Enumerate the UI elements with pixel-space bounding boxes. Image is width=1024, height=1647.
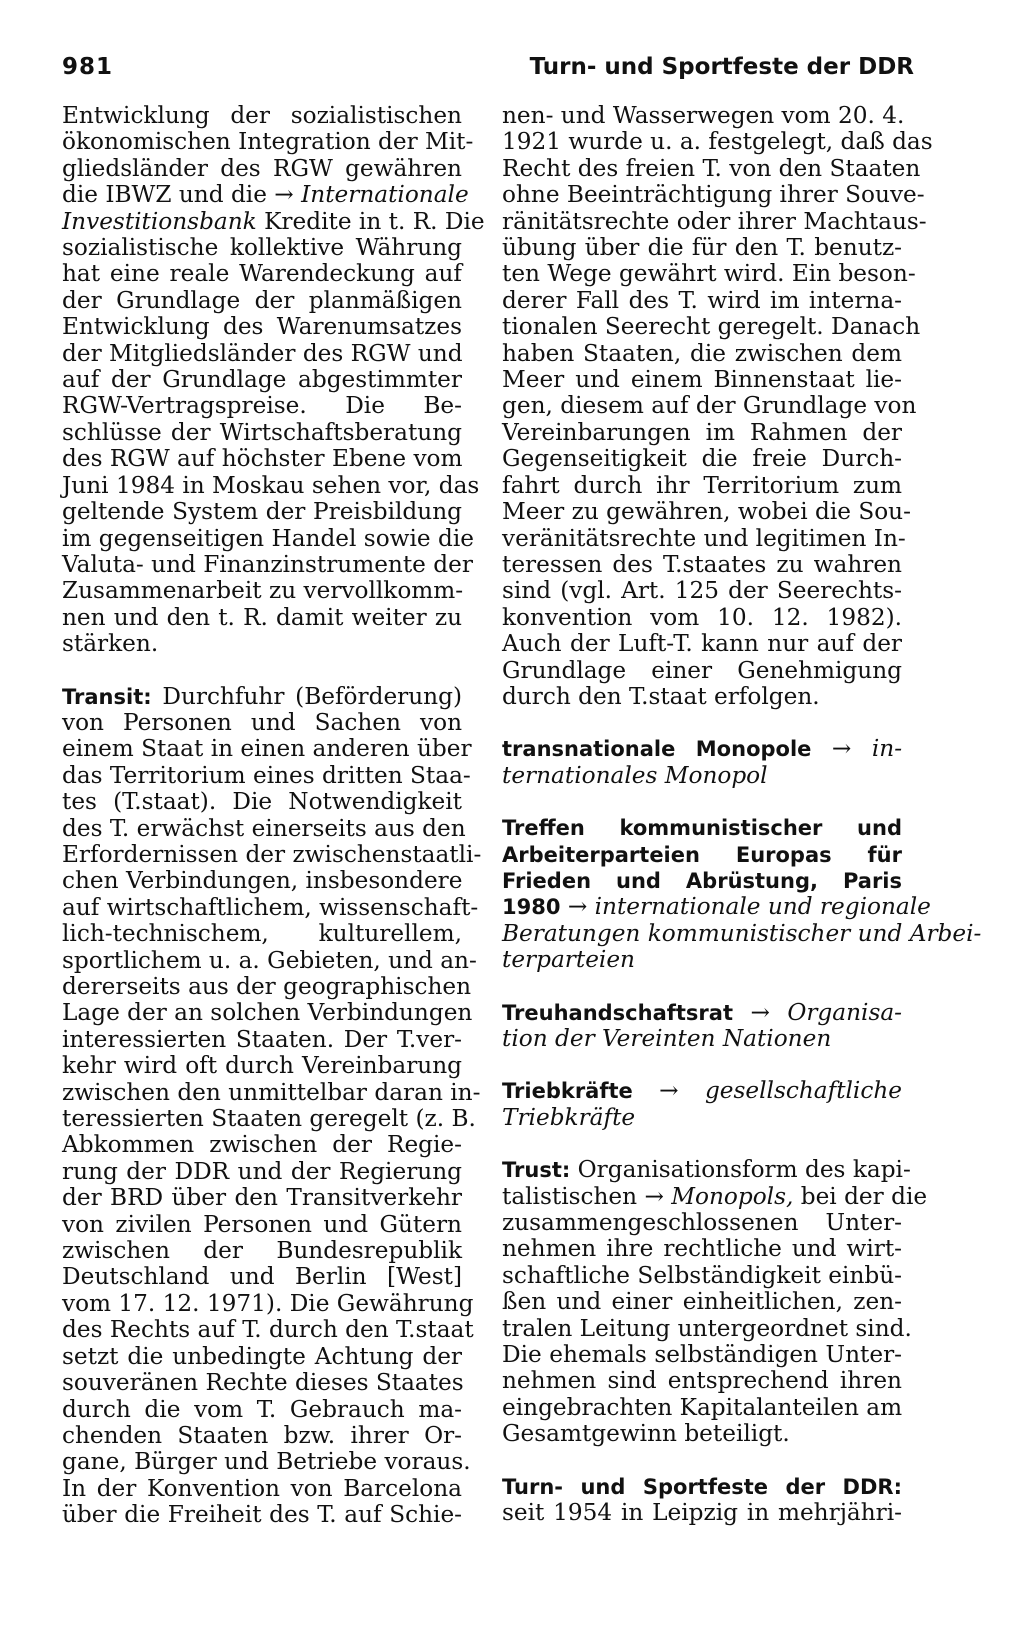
text-line: nehmen ihre rechtliche und wirt- (502, 1235, 902, 1263)
entry-term: Arbeiterparteien Europas für (502, 842, 902, 867)
text-line: chenden Staaten bzw. ihrer Or- (62, 1421, 462, 1449)
entry-treuhandschaftsrat (502, 1000, 902, 1053)
text-line: konvention vom 10. 12. 1982). (502, 603, 902, 631)
text-line: gen, diesem auf der Grundlage von (502, 392, 917, 420)
text-line: hat eine reale Warendeckung auf (62, 260, 462, 288)
text-line: teressierten Staaten geregelt (z. B. (62, 1105, 476, 1133)
text-line: im gegenseitigen Handel sowie die (62, 524, 475, 552)
text-line (502, 1474, 902, 1500)
cross-reference[interactable]: internationale und regionale (594, 893, 931, 921)
cross-reference[interactable]: Organisa- (787, 998, 902, 1026)
text-line: Die ehemals selbständigen Unter- (502, 1341, 902, 1369)
cross-reference[interactable]: Investitionsbank (62, 207, 257, 235)
text-line: In der Konvention von Barcelona (62, 1474, 462, 1502)
cross-reference[interactable]: gesellschaftliche (704, 1077, 902, 1105)
text-line: tionalen Seerecht geregelt. Danach (502, 313, 921, 341)
text-line: Transit: Durchfuhr (Beförderung) (62, 682, 463, 710)
text-line: Gegenseitigkeit die freie Durch- (502, 445, 902, 473)
text-line: des T. erwächst einerseits aus den (62, 814, 466, 842)
text-line: Valuta- und Finanzinstrumente der (62, 550, 473, 578)
text-line: einem Staat in einen anderen über (62, 735, 472, 763)
text-line: dererseits aus der geographischen (62, 973, 472, 1000)
text-line: Juni 1984 in Moskau sehen vor, das (62, 471, 480, 499)
text-line (502, 947, 902, 973)
transit-continued (502, 102, 933, 710)
entry-turn-und-sportfeste (502, 1474, 902, 1527)
text-line (502, 893, 931, 921)
text-line: rung der DDR und der Regierung (62, 1157, 462, 1185)
entry-treffen (502, 815, 982, 974)
text-line: sportlichem u. a. Gebieten, und an- (62, 946, 477, 974)
text-line: tralen Leitung untergeordnet sind. (502, 1314, 912, 1342)
intro-paragraph (62, 102, 485, 658)
text-line: zwischen den unmittelbar daran in- (62, 1078, 481, 1106)
cross-reference[interactable]: Monopols, (671, 1182, 794, 1210)
text-line: Recht des freien T. von den Staaten (502, 154, 921, 182)
text-line: tes (T.staat). Die Notwendigkeit (62, 788, 462, 816)
text-line: ten Wege gewährt wird. Ein beson- (502, 260, 916, 288)
text-line: von Personen und Sachen von (62, 708, 462, 736)
cross-reference[interactable]: tion der Vereinten Nationen (502, 1025, 832, 1052)
text-line: durch die vom T. Gebrauch ma- (62, 1395, 462, 1423)
text-line: zwischen der Bundesrepublik (62, 1237, 462, 1265)
text-line: Vereinbarungen im Rahmen der (502, 418, 902, 446)
entry-trust (502, 1156, 928, 1448)
text-line: Deutschland und Berlin [West] (62, 1263, 462, 1291)
text-line: veränitätsrechte und legitimen In- (502, 524, 906, 552)
text-line (502, 736, 902, 762)
text-line: auf der Grundlage abgestimmter (62, 366, 462, 394)
text-line: lich-technischem, kulturellem, (62, 920, 462, 948)
text-line: 1921 wurde u. a. festgelegt, daß das (502, 128, 933, 156)
arrow-icon: → (567, 893, 588, 921)
text-line: interessierten Staaten. Der T.ver- (62, 1025, 462, 1053)
text-line: derer Fall des T. wird im interna- (502, 286, 902, 314)
right-column (502, 102, 982, 1527)
text-line: der Mitgliedsländer des RGW und (62, 339, 463, 367)
text-line: fahrt durch ihr Territorium zum (502, 471, 902, 499)
text-line (502, 1000, 902, 1026)
text-line: ßen und einer einheitlichen, zen- (502, 1288, 902, 1316)
text-line: gliedsländer des RGW gewähren (62, 154, 462, 182)
page-number: 981 (62, 54, 114, 80)
text-line: nen- und Wasserwegen vom 20. 4. (502, 102, 905, 129)
text-line: kehr wird oft durch Vereinbarung (62, 1052, 462, 1080)
text-line (502, 1026, 902, 1052)
cross-reference[interactable]: Beratungen kommunistischer und Arbei- (502, 919, 982, 947)
text-line (502, 842, 902, 868)
text-line: stärken. (62, 630, 159, 658)
text-line: RGW-Vertragspreise. Die Be- (62, 392, 462, 420)
text-line: Entwicklung des Warenumsatzes (62, 313, 462, 341)
text-line: ökonomischen Integration der Mit- (62, 128, 474, 156)
entry-transnationale-monopole (502, 736, 902, 789)
text-line: Grundlage einer Genehmigung (502, 656, 902, 684)
cross-reference[interactable]: terparteien (502, 946, 635, 974)
cross-reference[interactable]: Internationale (301, 181, 469, 209)
entry-term: Turn- und Sportfeste der DDR: (502, 1474, 902, 1499)
text-line: ränitätsrechte oder ihrer Machtaus- (502, 207, 927, 235)
text-line: seit 1954 in Leipzig in mehrjähri- (502, 1499, 902, 1527)
text-line: auf wirtschaftlichem, wissenschaft- (62, 893, 479, 921)
cross-reference[interactable]: in- (871, 735, 903, 763)
text-line: von zivilen Personen und Gütern (62, 1210, 462, 1238)
text-line: souveränen Rechte dieses Staates (62, 1369, 464, 1397)
text-line: Entwicklung der sozialistischen (62, 102, 462, 129)
text-line (502, 815, 902, 841)
text-line: schlüsse der Wirtschaftsberatung (62, 418, 462, 446)
left-column (62, 102, 485, 1529)
text-line (502, 1105, 902, 1131)
text-line (502, 868, 902, 894)
entry-term: Trust: (502, 1158, 571, 1183)
text-line: vom 17. 12. 1971). Die Gewährung (62, 1289, 474, 1317)
text-line: über die Freiheit des T. auf Schie- (62, 1501, 462, 1529)
text-line: Zusammenarbeit zu vervollkomm- (62, 577, 464, 605)
text-line: der Grundlage der planmäßigen (62, 286, 462, 314)
text-line: Abkommen zwischen der Regie- (62, 1131, 462, 1159)
text-line: Investitionsbank Kredite in t. R. Die (62, 207, 485, 235)
text-line (502, 1078, 902, 1104)
text-line: eingebrachten Kapitalanteilen am (502, 1393, 903, 1421)
text-line: Lage der an solchen Verbindungen (62, 999, 473, 1027)
entry-term: 1980 (502, 895, 561, 920)
text-line: zusammengeschlossenen Unter- (502, 1209, 902, 1237)
text-line: übung über die für den T. benutz- (502, 234, 902, 262)
text-line: nen und den t. R. damit weiter zu (62, 603, 462, 631)
text-line: Meer und einem Binnenstaat lie- (502, 366, 902, 394)
text-line: haben Staaten, die zwischen dem (502, 339, 902, 367)
text-line: gane, Bürger und Betriebe voraus. (62, 1448, 471, 1476)
text-line: Meer zu gewähren, wobei die Sou- (502, 498, 911, 526)
cross-reference[interactable]: Triebkräfte (502, 1103, 636, 1131)
text-line: die IBWZ und die → Internationale (62, 181, 469, 209)
entry-transit (62, 682, 482, 1529)
text-line: Trust: Organisationsform des kapi- (502, 1156, 911, 1184)
arrow-icon: → (750, 998, 770, 1026)
entry-term: Frieden und Abrüstung, Paris (502, 868, 902, 893)
text-line: chen Verbindungen, insbesondere (62, 867, 463, 895)
text-line: schaftliche Selbständigkeit einbü- (502, 1261, 902, 1289)
cross-reference[interactable]: ternationales Monopol (502, 761, 768, 789)
text-line: sozialistische kollektive Währung (62, 234, 462, 262)
text-line: setzt die unbedingte Achtung der (62, 1342, 462, 1370)
text-line: ohne Beeinträchtigung ihrer Souve- (502, 181, 925, 209)
entry-term: Triebkräfte (502, 1079, 633, 1104)
entry-triebkraefte (502, 1078, 902, 1131)
running-title: Turn- und Sportfeste der DDR (529, 54, 914, 80)
entry-term: Transit: (62, 684, 152, 709)
text-line: der BRD über den Transitverkehr (62, 1184, 462, 1212)
text-line: teressen des T.staates zu wahren (502, 550, 902, 578)
text-line: Auch der Luft-T. kann nur auf der (502, 630, 902, 658)
text-line: talistischen → Monopols, bei der die (502, 1182, 928, 1210)
text-line: Gesamtgewinn beteiligt. (502, 1420, 790, 1448)
text-line: Erfordernissen der zwischenstaatli- (62, 840, 482, 868)
arrow-icon: → (831, 735, 852, 763)
entry-term: Treuhandschaftsrat (502, 1000, 733, 1025)
entry-term: transnationale Monopole (502, 737, 812, 762)
text-line: sind (vgl. Art. 125 der Seerechts- (502, 577, 902, 605)
text-line (502, 919, 982, 947)
text-line: das Territorium eines dritten Staa- (62, 761, 471, 789)
entry-term: Treffen kommunistischer und (502, 816, 902, 841)
text-line: geltende System der Preisbildung (62, 498, 462, 526)
text-line: durch den T.staat erfolgen. (502, 682, 820, 710)
text-line (502, 763, 902, 789)
text-line: nehmen sind entsprechend ihren (502, 1367, 902, 1395)
text-line: des RGW auf höchster Ebene vom (62, 445, 463, 473)
text-line: des Rechts auf T. durch den T.staat (62, 1316, 474, 1344)
arrow-icon: → (659, 1077, 679, 1105)
